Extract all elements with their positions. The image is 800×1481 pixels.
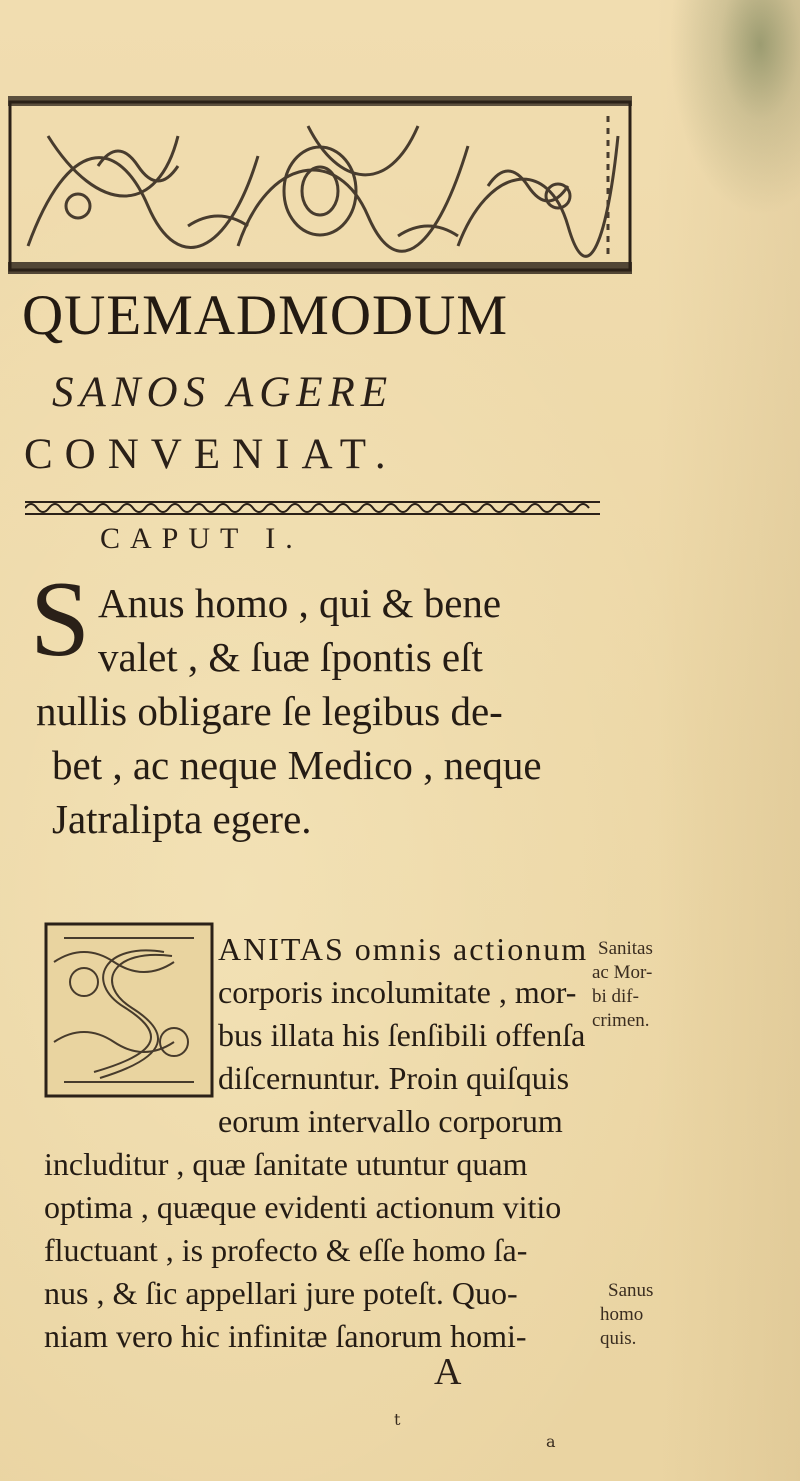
- para2-line-7: optima , quæque evidenti actionum vitio: [44, 1189, 562, 1225]
- para2-line-10: niam vero hic infinitæ ſanorum homi-: [44, 1318, 527, 1354]
- ornamental-headpiece-icon: [8, 96, 632, 274]
- woodcut-initial-s-icon: [44, 922, 214, 1098]
- page-fold-shadow: [655, 0, 800, 1481]
- para2-line-8: fluctuant , is profecto & eſſe homo ſa-: [44, 1232, 528, 1268]
- para1-line-5: Jatralipta egere.: [52, 796, 312, 842]
- para1-line-2: valet , & ſuæ ſpontis eſt: [98, 634, 483, 680]
- para1-line-3: nullis obligare ſe legibus de-: [36, 688, 503, 734]
- margin-note-1-line-4: crimen.: [592, 1010, 650, 1031]
- margin-note-1-line-3: bi dif-: [592, 986, 639, 1007]
- margin-note-2-line-1: Sanus: [608, 1280, 654, 1301]
- title-line-2: SANOS AGERE: [52, 369, 394, 416]
- para1-line-1: Anus homo , qui & bene: [98, 580, 502, 626]
- para2-line-4: diſcernuntur. Proin quiſquis: [218, 1060, 570, 1096]
- para2-line-9: nus , & ſic appellari jure poteſt. Quo-: [44, 1275, 518, 1311]
- para2-line-6: includitur , quæ ſanitate utuntur quam: [44, 1146, 528, 1182]
- para2-line-2: corporis incolumitate , mor-: [218, 974, 577, 1010]
- margin-note-2-line-3: quis.: [600, 1328, 637, 1349]
- stray-mark-1: t: [394, 1410, 401, 1429]
- para1-line-4: bet , ac neque Medico , neque: [52, 742, 542, 788]
- margin-note-1-line-2: ac Mor-: [592, 962, 653, 983]
- chapter-heading: CAPUT I.: [100, 522, 303, 555]
- para2-line-5: eorum intervallo corporum: [218, 1103, 563, 1139]
- ornamental-rule-icon: [25, 501, 600, 515]
- para2-line-1: ANITAS omnis actionum: [218, 931, 589, 967]
- drop-capital: S: [30, 560, 91, 679]
- title-line-3: CONVENIAT.: [24, 431, 398, 478]
- title-line-1: QUEMADMODUM: [22, 284, 509, 347]
- margin-note-1-line-1: Sanitas: [598, 938, 653, 959]
- para2-line-3: bus illata his ſenſibili offenſa: [218, 1017, 586, 1053]
- catchword: A: [434, 1351, 462, 1393]
- stray-mark-2: a: [546, 1432, 556, 1451]
- margin-note-2-line-2: homo: [600, 1304, 644, 1325]
